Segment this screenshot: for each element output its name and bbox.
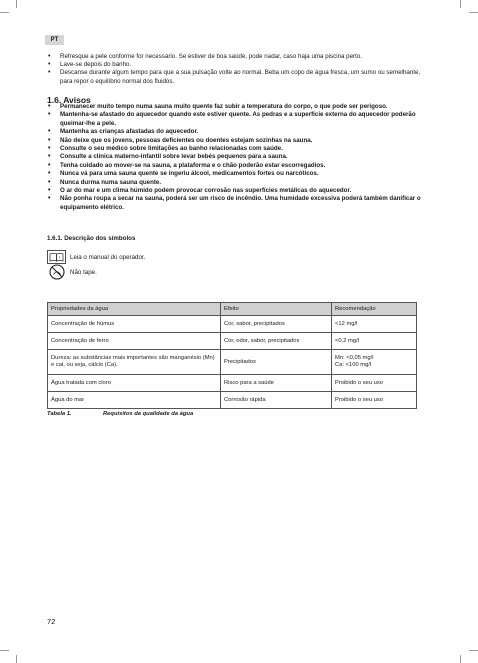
warning-item: • Consulte o seu médico sobre limitações ao banho relacionadas com saúde. xyxy=(47,145,427,153)
table-cell: Água do mar xyxy=(48,392,221,409)
table-cell: Cor, sabor, precipitados xyxy=(221,316,332,333)
warning-item: • Consulte a clínica materno-infantil sobre levar bebés pequenos para a sauna. xyxy=(47,153,427,161)
warnings-list xyxy=(47,103,427,212)
crop-mark xyxy=(16,0,17,8)
crop-mark xyxy=(16,655,17,663)
table-row xyxy=(48,333,417,350)
crop-mark xyxy=(0,12,9,13)
language-tag: PT xyxy=(45,35,64,45)
table-cell: <12 mg/l xyxy=(332,316,417,333)
svg-text:i: i xyxy=(59,254,61,260)
list-item: • Refresque a pele conforme for necessário. Se estiver de boa saúde, pode nadar, caso haja uma piscina perto. xyxy=(47,53,427,61)
manual-book-icon xyxy=(47,250,66,264)
table-row xyxy=(48,375,417,392)
warning-item: • O ar do mar e um clima húmido podem provocar corrosão nas superfícies metálicas do aquecedor. xyxy=(47,187,427,195)
section-heading-avisos: 1.6. Avisos xyxy=(47,95,91,105)
caption-label: Tabela 1. xyxy=(47,411,72,417)
symbol-row xyxy=(47,265,97,279)
symbol-description: Leia o manual do operador. xyxy=(70,253,146,261)
column-header: Efeito xyxy=(221,303,332,316)
column-header: Propriedades da água xyxy=(48,303,221,316)
table-cell: Proibido o seu uso xyxy=(332,392,417,409)
warning-item: • Permanecer muito tempo numa sauna muito quente faz subir a temperatura do corpo, o que pode ser perigoso. xyxy=(47,103,427,111)
warning-item: • Não ponha roupa a secar na sauna, poderá ser um risco de incêndio. Uma humidade excessiva poderá também danificar o equipamento elétrico. xyxy=(47,195,427,212)
table-row xyxy=(48,316,417,333)
warning-item: • Não deixe que os jovens, pessoas deficientes ou doentes estejam sozinhas na sauna. xyxy=(47,137,427,145)
crop-mark xyxy=(469,12,478,13)
crop-mark xyxy=(460,0,461,8)
crop-mark xyxy=(460,655,461,663)
warning-item: • Nunca durma numa sauna quente. xyxy=(47,179,427,187)
no-cover-icon xyxy=(47,265,66,279)
table-row xyxy=(48,392,417,409)
table-cell: Cor, odor, sabor, precipitados xyxy=(221,333,332,350)
water-quality-table xyxy=(47,302,417,409)
table-cell: Proibido o seu uso xyxy=(332,375,417,392)
crop-mark xyxy=(469,650,478,651)
crop-mark xyxy=(0,650,9,651)
table-cell: Precipitados xyxy=(221,350,332,375)
list-item: • Descanse durante algum tempo para que a sua pulsação volte ao normal. Beba um copo de água fresca, um sumo ou semelhante, para repor o equilíbrio normal dos fluidos. xyxy=(47,69,427,85)
table-row xyxy=(48,350,417,375)
table-cell: Mn: <0,05 mg/l Ca: <100 mg/l xyxy=(332,350,417,375)
caption-text: Requisitos da qualidade da água xyxy=(103,411,194,417)
table-cell: Concentração de húmus xyxy=(48,316,221,333)
table-cell: Corrosão rápida xyxy=(221,392,332,409)
warning-item: • Nunca vá para uma sauna quente se ingeriu álcool, medicamentos fortes ou narcóticos. xyxy=(47,170,427,178)
symbol-description: Não tape. xyxy=(70,268,97,276)
table-cell: Dureza: as substâncias mais importantes são manganésio (Mn) e cal, ou seja, cálcio (Ca). xyxy=(48,350,221,375)
warning-item: • Mantenha-se afastado do aquecedor quando este estiver quente. As pedras e a superfície externa do aquecedor poderão queimar-lhe a pele. xyxy=(47,111,427,128)
symbol-row xyxy=(47,250,145,264)
warning-item: • Mantenha as crianças afastadas do aquecedor. xyxy=(47,128,427,136)
table-cell: Risco para a saúde xyxy=(221,375,332,392)
column-header: Recomendação xyxy=(332,303,417,316)
table-cell: Água tratada com cloro xyxy=(48,375,221,392)
table-cell: <0,2 mg/l xyxy=(332,333,417,350)
list-item: • Lave-se depois do banho. xyxy=(47,61,427,69)
page-number: 72 xyxy=(47,617,56,626)
warning-item: • Tenha cuidado ao mover-se na sauna, a plataforma e o chão poderão estar escorregadios. xyxy=(47,162,427,170)
table-header-row xyxy=(48,303,417,316)
subsection-heading-symbols: 1.6.1. Descrição dos símbolos xyxy=(47,235,136,242)
intro-bullet-list xyxy=(47,53,427,86)
table-caption xyxy=(47,411,193,417)
table-cell: Concentração de ferro xyxy=(48,333,221,350)
